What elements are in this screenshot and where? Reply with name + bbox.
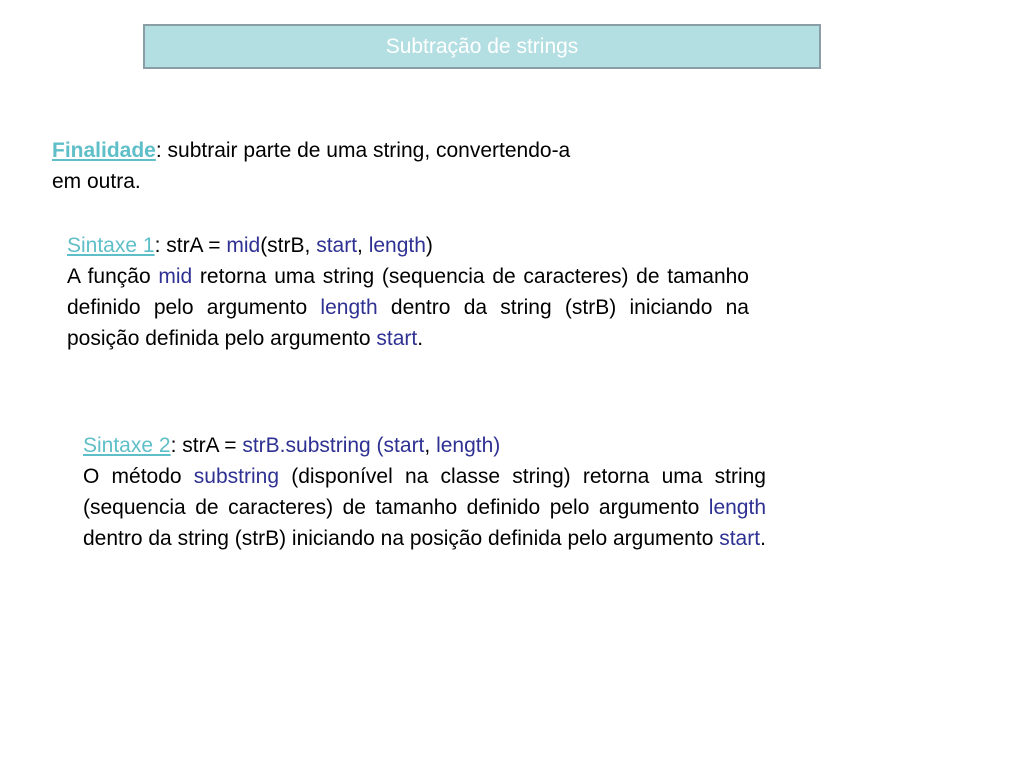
sintaxe1-sep: : strA =	[154, 234, 227, 257]
sintaxe1-paragraph	[67, 230, 749, 354]
sintaxe2-desc-length: length	[708, 496, 766, 519]
sintaxe1-desc-b: retorna uma string (sequencia de caracteres) de tamanho definido pelo argumento	[67, 265, 749, 319]
finalidade-paragraph	[52, 135, 712, 197]
sintaxe1-desc-fn: mid	[158, 265, 193, 288]
sintaxe1-desc-end: .	[417, 327, 424, 350]
sintaxe1-arg-start: start	[316, 234, 358, 257]
sintaxe2-desc-b: (disponível na classe string) retorna uma string (sequencia de caracteres) de tamanho definido pelo argumento	[83, 465, 766, 519]
finalidade-text-line1: : subtrair parte de uma string, convertendo-a	[155, 139, 571, 162]
sintaxe2-desc-end: .	[760, 527, 766, 550]
sintaxe2-desc-start: start	[719, 527, 761, 550]
sintaxe2-comma: ,	[424, 434, 437, 457]
sintaxe1-comma: ,	[357, 234, 369, 257]
finalidade-label[interactable]: Finalidade	[52, 139, 156, 162]
sintaxe2-desc-method: substring	[193, 465, 280, 488]
sintaxe2-desc-a: O método	[83, 465, 194, 488]
sintaxe2-arg-length: length)	[436, 434, 501, 457]
sintaxe1-desc-c: dentro da string (strB) iniciando na posição definida pelo argumento	[67, 296, 749, 350]
finalidade-text-line2: em outra.	[52, 170, 141, 193]
slide-title-box	[143, 24, 821, 69]
sintaxe2-sep: : strA =	[170, 434, 243, 457]
sintaxe2-desc-c: dentro da string (strB) iniciando na posição definida pelo argumento	[83, 527, 720, 550]
sintaxe2-call: strB.substring (start	[242, 434, 425, 457]
sintaxe1-args-close: )	[425, 234, 433, 257]
sintaxe1-label[interactable]: Sintaxe 1	[67, 234, 155, 257]
sintaxe2-paragraph	[83, 430, 766, 554]
sintaxe1-desc-start: start	[376, 327, 418, 350]
sintaxe2-description	[83, 465, 766, 550]
slide-title: Subtração de strings	[385, 34, 579, 58]
sintaxe2-label[interactable]: Sintaxe 2	[83, 434, 171, 457]
sintaxe1-arg-length: length	[368, 234, 426, 257]
sintaxe1-description	[67, 265, 749, 350]
sintaxe1-args-open: (strB,	[260, 234, 317, 257]
sintaxe1-desc-length: length	[320, 296, 378, 319]
sintaxe1-fn: mid	[226, 234, 261, 257]
sintaxe1-desc-a: A função	[67, 265, 159, 288]
